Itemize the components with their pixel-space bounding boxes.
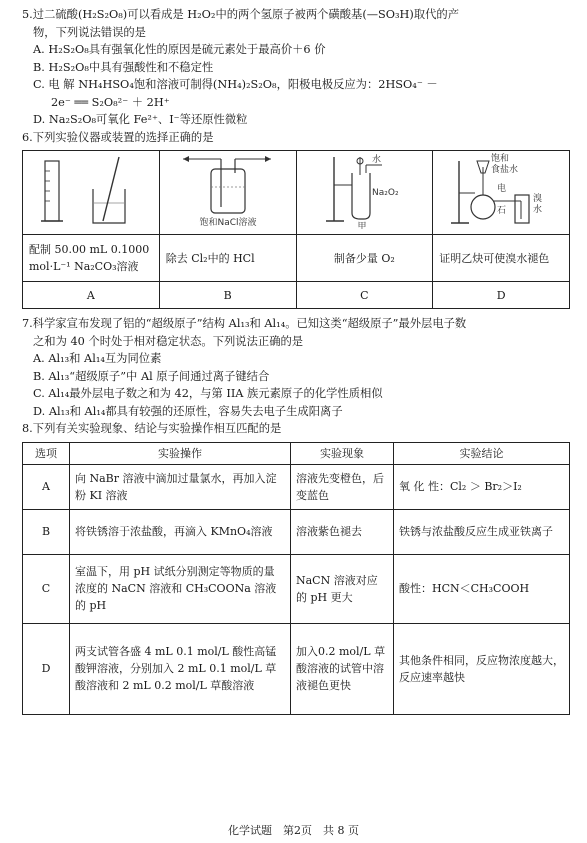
question-7 [22,315,570,420]
gas-washing-bottle-icon [163,151,293,229]
q8-row-c-phenomenon: NaCN 溶液对应的 pH 更大 [291,554,394,623]
q8-header-option: 选项 [23,442,70,464]
question-6 [22,129,570,310]
q6-label-c: C [296,282,433,309]
q5-option-c-line2: 2e⁻ ══ S₂O₈²⁻ ＋ 2H⁺ [51,95,170,109]
q7-stem-line2: 之和为 40 个时处于相对稳定状态。下列说法正确的是 [33,334,304,348]
q6-stem: 6.下列实验仪器或装置的选择正确的是 [22,130,214,144]
q6-d-right2-label: 水 [533,205,543,215]
q6-c-reagent-label: Na₂O₂ [372,188,399,198]
q6-figure-c [296,151,433,235]
oxygen-generator-icon [304,151,424,229]
q8-header-operation: 实验操作 [70,442,291,464]
q8-header-phenomenon: 实验现象 [291,442,394,464]
acetylene-apparatus-icon [441,151,561,229]
q6-d-top2-label: 食盐水 [491,165,519,175]
table-row [23,464,570,509]
q6-b-solution-label: 饱和NaCl溶液 [199,218,257,228]
page-footer: 化学试题 第2页 共 8 页 [228,824,359,837]
q5-option-b: B. H₂S₂O₈中具有强酸性和不稳定性 [33,60,214,74]
q6-label-d: D [433,282,570,309]
q6-apparatus-table [22,150,570,309]
q6-d-right-label: 溴 [533,194,543,204]
q8-row-c-operation: 室温下，用 pH 试纸分别测定等物质的量浓度的 NaCN 溶液和 CH₃COONa 溶液的 pH [70,554,291,623]
q8-row-c-conclusion: 酸性：HCN＜CH₃COOH [394,554,570,623]
table-row [23,509,570,554]
q8-row-b-operation: 将铁锈溶于浓盐酸，再滴入 KMnO₄溶液 [70,509,291,554]
q8-experiment-table [22,442,570,715]
q8-row-d-conclusion: 其他条件相同，反应物浓度越大，反应速率越快 [394,623,570,714]
q5-stem-line1: 5.过二硫酸(H₂S₂O₈)可以看成是 H₂O₂中的两个氢原子被两个磺酸基(—SO₃H)取代的产 [22,8,460,21]
q6-label-a: A [23,282,160,309]
q6-desc-d: 证明乙炔可使溴水褪色 [433,235,570,282]
q8-row-a-conclusion: 氧 化 性：Cl₂ ＞ Br₂＞I₂ [394,464,570,509]
exam-page [22,6,570,715]
q6-d-top-label: 饱和 [491,154,510,164]
q5-stem-line2: 物，下列说法错误的是 [33,25,146,39]
q8-row-b-phenomenon: 溶液紫色褪去 [291,509,394,554]
q5-option-d: D. Na₂S₂O₈可氧化 Fe²⁺、I⁻等还原性微粒 [33,113,248,126]
table-row [23,554,570,623]
q6-label-b: B [159,282,296,309]
q7-option-d: D. Al₁₃和 Al₁₄都具有较强的还原性，容易失去电子生成阳离子 [33,404,343,418]
q8-row-c-option: C [23,554,70,623]
q8-row-a-phenomenon: 溶液先变橙色，后变蓝色 [291,464,394,509]
question-5 [22,6,570,129]
q8-row-a-operation: 向 NaBr 溶液中滴加过量氯水，再加入淀粉 KI 溶液 [70,464,291,509]
volumetric-cylinder-icon [31,151,151,229]
q6-d-mid2-label: 石 [497,206,507,216]
q8-row-d-option: D [23,623,70,714]
question-8 [22,420,570,715]
table-row [23,623,570,714]
q8-row-d-operation: 两支试管各盛 4 mL 0.1 mol/L 酸性高锰酸钾溶液，分别加入 2 mL 0.1 mol/L 草酸溶液和 2 mL 0.2 mol/L 草酸溶液 [70,623,291,714]
q6-c-jia-label: 甲 [357,222,367,229]
q8-row-d-phenomenon: 加入0.2 mol/L 草酸溶液的试管中溶液褪色更快 [291,623,394,714]
q6-desc-c: 制备少量 O₂ [296,235,433,282]
q6-c-water-label: 水 [372,155,382,165]
q7-option-b: B. Al₁₃“超级原子”中 Al 原子间通过离子键结合 [33,369,270,383]
q6-d-mid-label: 电 [497,184,507,194]
q8-row-b-conclusion: 铁锈与浓盐酸反应生成亚铁离子 [394,509,570,554]
q7-stem-line1: 7.科学家宣布发现了铝的“超级原子”结构 Al₁₃和 Al₁₄。已知这类“超级原子”最外层电子数 [22,317,467,331]
q6-figure-a [23,151,160,235]
q7-option-c: C. Al₁₄最外层电子数之和为 42，与第 IIA 族元素原子的化学性质相似 [33,387,383,401]
q5-option-a: A. H₂S₂O₈具有强氧化性的原因是硫元素处于最高价＋6 价 [33,43,326,56]
q6-desc-a: 配制 50.00 mL 0.1000 mol·L⁻¹ Na₂CO₃溶液 [23,235,160,282]
q6-desc-b: 除去 Cl₂中的 HCl [159,235,296,282]
q8-header-conclusion: 实验结论 [394,442,570,464]
q6-figure-d [433,151,570,235]
q6-figure-b [159,151,296,235]
q8-row-a-option: A [23,464,70,509]
q8-stem: 8.下列有关实验现象、结论与实验操作相互匹配的是 [22,422,282,436]
q8-row-b-option: B [23,509,70,554]
q7-option-a: A. Al₁₃和 Al₁₄互为同位素 [33,352,162,366]
q5-option-c-line1: C. 电 解 NH₄HSO₄饱和溶液可制得(NH₄)₂S₂O₈，阳极电极反应为：2HSO₄⁻ － [33,78,438,91]
